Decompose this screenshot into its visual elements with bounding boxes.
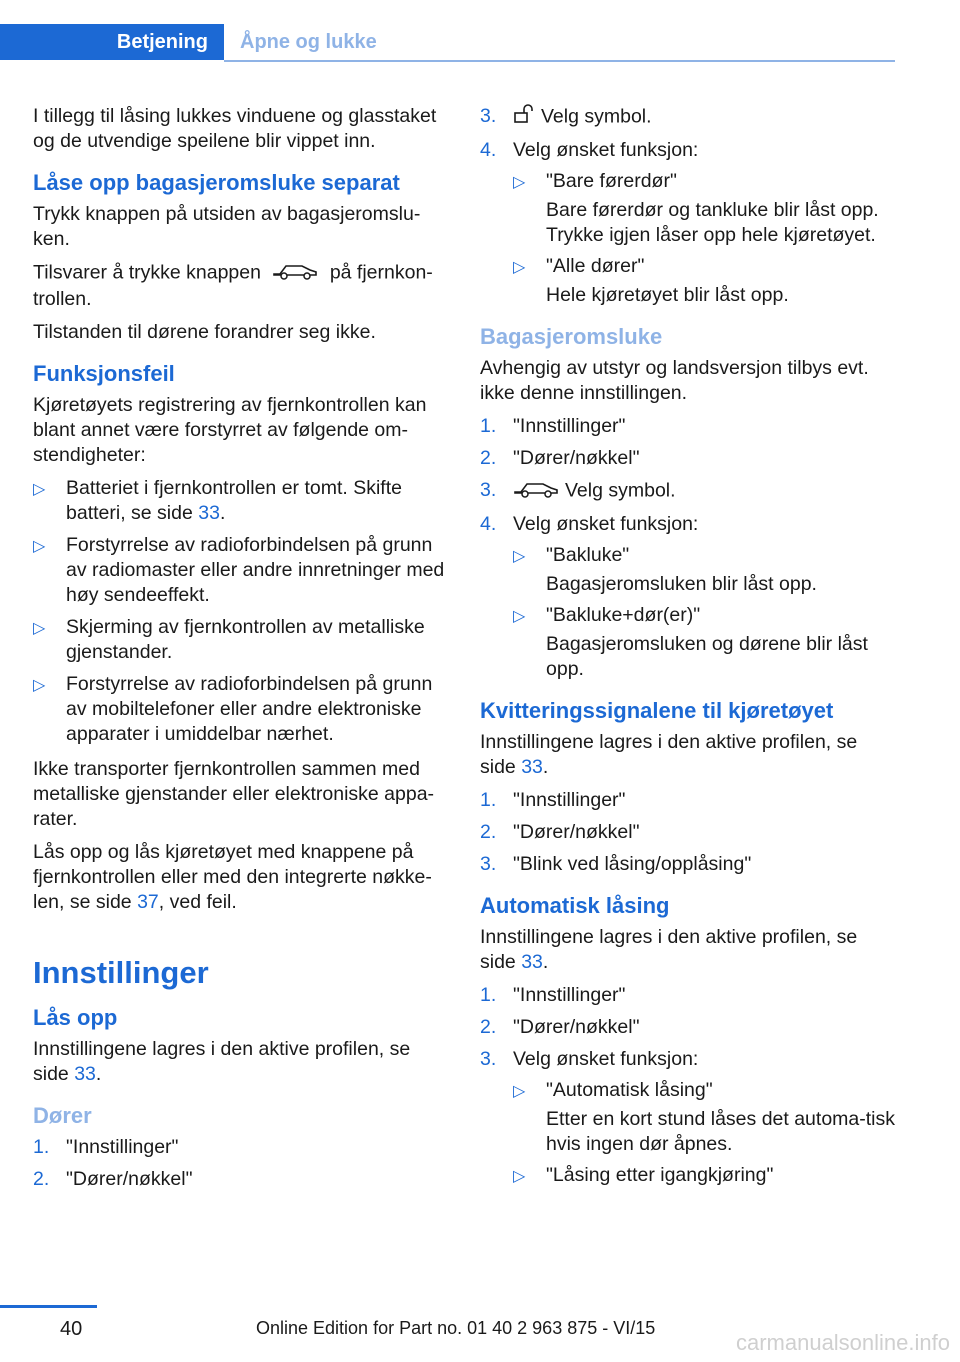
step-text: Velg ønsket funksjon:	[513, 1048, 699, 1070]
list-item	[480, 414, 895, 439]
fault-list	[33, 476, 448, 747]
kjoretoyets-text: Kjøretøyets registrering av fjernkontrollen kan blant annet være forstyrret av følgende om-stendigheter:	[33, 394, 427, 466]
bullet-after: .	[219, 502, 226, 524]
dorer-steps-cont	[480, 104, 895, 308]
heading-innstillinger: Innstillinger	[33, 955, 209, 990]
step-number: 2.	[480, 1016, 497, 1038]
list-item	[513, 603, 895, 682]
option-title: "Bakluke+dør(er)"	[546, 604, 701, 626]
list-item	[513, 543, 895, 597]
avhengig-text: Avhengig av utstyr og landsversjon tilbys evt. ikke denne innstillingen.	[480, 357, 869, 404]
list-item	[33, 1135, 448, 1160]
heading-automatisk: Automatisk låsing	[480, 893, 670, 918]
intro-text: I tillegg til låsing lukkes vinduene og glasstaket og de utvendige speilene blir vippet inn.	[33, 105, 437, 152]
kv-a: Innstillingene lagres i den aktive profilen, se side	[480, 731, 858, 778]
list-item	[513, 254, 895, 308]
step-text: Velg ønsket funksjon:	[513, 139, 699, 161]
step-number: 1.	[480, 415, 497, 437]
las-b: , ved feil.	[158, 891, 237, 913]
unlock-icon	[513, 104, 535, 131]
step-number: 4.	[480, 139, 497, 161]
tilsvarer-text	[33, 260, 448, 312]
triangle-right-icon: ▷	[513, 608, 526, 625]
page-header	[0, 24, 895, 62]
right-column	[480, 104, 895, 1198]
bullet-text: Skjerming av fjernkontrollen av metalliske gjenstander.	[66, 616, 425, 663]
list-item	[33, 1167, 448, 1192]
heading-dorer: Dører	[33, 1103, 92, 1128]
list-item	[480, 138, 895, 308]
kv-b: .	[542, 756, 549, 778]
option-title: "Automatisk låsing"	[546, 1079, 713, 1101]
kvittering-text	[480, 730, 895, 780]
list-item	[480, 852, 895, 877]
bullet-text: Forstyrrelse av radioforbindelsen på grunn av mobiltelefoner eller andre elektroniske apparater i umiddelbar nærhet.	[66, 673, 433, 745]
al-a: Innstillingene lagres i den aktive profilen, se side	[480, 926, 858, 973]
ikke-text: Ikke transporter fjernkontrollen sammen med metalliske gjenstander eller elektroniske appa-rater.	[33, 758, 435, 830]
triangle-right-icon: ▷	[513, 1168, 526, 1185]
list-item	[480, 512, 895, 682]
list-item	[513, 169, 895, 248]
step-text: "Blink ved låsing/opplåsing"	[513, 853, 752, 875]
list-item	[480, 446, 895, 471]
triangle-right-icon: ▷	[513, 174, 526, 191]
step-text: "Innstillinger"	[66, 1136, 179, 1158]
page-number: 40	[60, 1318, 83, 1340]
tab-apne-og-lukke[interactable]: Åpne og lukke	[240, 31, 377, 53]
dorer-steps	[33, 1135, 448, 1192]
list-item	[480, 104, 895, 131]
list-item	[33, 533, 448, 608]
tab-betjening[interactable]: Betjening	[0, 24, 224, 60]
list-item	[513, 1078, 895, 1157]
option-desc: Bagasjeromsluken blir låst opp.	[546, 573, 817, 595]
lagres-b: .	[95, 1063, 102, 1085]
triangle-right-icon: ▷	[33, 677, 46, 694]
triangle-right-icon: ▷	[33, 481, 46, 498]
triangle-right-icon: ▷	[33, 620, 46, 637]
step-number: 2.	[480, 447, 497, 469]
option-list	[513, 543, 895, 682]
step-number: 2.	[480, 821, 497, 843]
option-desc: Etter en kort stund låses det automa-tisk hvis ingen dør åpnes.	[546, 1108, 896, 1155]
option-title: "Bare førerdør"	[546, 170, 677, 192]
list-item	[480, 788, 895, 813]
list-item	[480, 1047, 895, 1188]
step-text: Velg ønsket funksjon:	[513, 513, 699, 535]
automatisk-text	[480, 925, 895, 975]
las-a: Lås opp og lås kjøretøyet med knappene på fjernkontrollen eller med den integrerte nøkke-len, se side	[33, 841, 432, 913]
step-text: "Dører/nøkkel"	[66, 1168, 193, 1190]
step-number: 2.	[33, 1168, 50, 1190]
step-number: 3.	[480, 479, 497, 501]
step-text: Velg symbol.	[565, 479, 676, 502]
bagasje-steps	[480, 414, 895, 682]
step-number: 4.	[480, 513, 497, 535]
car-trunk-icon	[513, 478, 559, 505]
heading-las-opp: Lås opp	[33, 1005, 118, 1030]
list-item	[33, 476, 448, 526]
list-item	[480, 983, 895, 1008]
option-list	[513, 169, 895, 308]
option-title: "Bakluke"	[546, 544, 630, 566]
las-text	[33, 840, 448, 915]
tilsvarer-a: Tilsvarer å trykke knappen	[33, 261, 261, 284]
option-title: "Låsing etter igangkjøring"	[546, 1164, 774, 1186]
step-number: 3.	[480, 105, 497, 127]
step-number: 3.	[480, 853, 497, 875]
heading-kvittering: Kvitteringssignalene til kjøretøyet	[480, 698, 834, 723]
triangle-right-icon: ▷	[513, 259, 526, 276]
step-text: "Innstillinger"	[513, 984, 626, 1006]
header-rule	[224, 60, 895, 62]
option-title: "Alle dører"	[546, 255, 645, 277]
page-link[interactable]: 33	[521, 756, 543, 778]
step-number: 1.	[480, 984, 497, 1006]
list-item	[33, 615, 448, 665]
step-text: "Dører/nøkkel"	[513, 1016, 640, 1038]
step-text: "Dører/nøkkel"	[513, 821, 640, 843]
triangle-right-icon: ▷	[33, 538, 46, 555]
heading-bagasje: Låse opp bagasjeromsluke separat	[33, 170, 400, 195]
edition-text: Online Edition for Part no. 01 40 2 963 875 - VI/15	[256, 1318, 656, 1338]
kvittering-steps	[480, 788, 895, 877]
trykk-text: Trykk knappen på utsiden av bagasjeromslu-ken.	[33, 203, 421, 250]
triangle-right-icon: ▷	[513, 548, 526, 565]
option-desc: Bare førerdør og tankluke blir låst opp. Trykke igjen låser opp hele kjøretøyet.	[546, 199, 879, 246]
tilsvarer-b: på fjernkon-trollen.	[33, 261, 433, 310]
page-link[interactable]: 33	[198, 502, 220, 524]
bullet-text: Forstyrrelse av radioforbindelsen på grunn av radiomaster eller andre innretninger med høy sendeeffekt.	[66, 534, 445, 606]
lagres-a: Innstillingene lagres i den aktive profilen, se side	[33, 1038, 411, 1085]
page-link[interactable]: 33	[521, 951, 543, 973]
al-b: .	[542, 951, 549, 973]
option-desc: Hele kjøretøyet blir låst opp.	[546, 284, 789, 306]
option-list	[513, 1078, 895, 1188]
list-item	[33, 672, 448, 747]
heading-bagasjeromsluke: Bagasjeromsluke	[480, 324, 663, 349]
lagres-text	[33, 1037, 448, 1087]
page-link[interactable]: 33	[74, 1063, 96, 1085]
list-item	[480, 820, 895, 845]
option-desc: Bagasjeromsluken og dørene blir låst opp.	[546, 633, 868, 680]
list-item	[480, 478, 895, 505]
left-column	[33, 104, 448, 1202]
step-number: 3.	[480, 1048, 497, 1070]
footer-rule	[0, 1305, 97, 1308]
car-trunk-icon	[272, 260, 318, 287]
heading-funksjonsfeil: Funksjonsfeil	[33, 361, 175, 386]
list-item	[513, 1163, 895, 1188]
step-text: "Innstillinger"	[513, 789, 626, 811]
bullet-text: Batteriet i fjernkontrollen er tomt. Skifte batteri, se side	[66, 477, 402, 524]
step-number: 1.	[480, 789, 497, 811]
page-link[interactable]: 37	[137, 891, 159, 913]
tilstand-text: Tilstanden til dørene forandrer seg ikke.	[33, 321, 376, 343]
automatisk-steps	[480, 983, 895, 1188]
step-text: "Innstillinger"	[513, 415, 626, 437]
step-number: 1.	[33, 1136, 50, 1158]
watermark: carmanualsonline.info	[735, 1330, 950, 1355]
list-item	[480, 1015, 895, 1040]
triangle-right-icon: ▷	[513, 1083, 526, 1100]
step-text: "Dører/nøkkel"	[513, 447, 640, 469]
step-text: Velg symbol.	[541, 105, 652, 128]
